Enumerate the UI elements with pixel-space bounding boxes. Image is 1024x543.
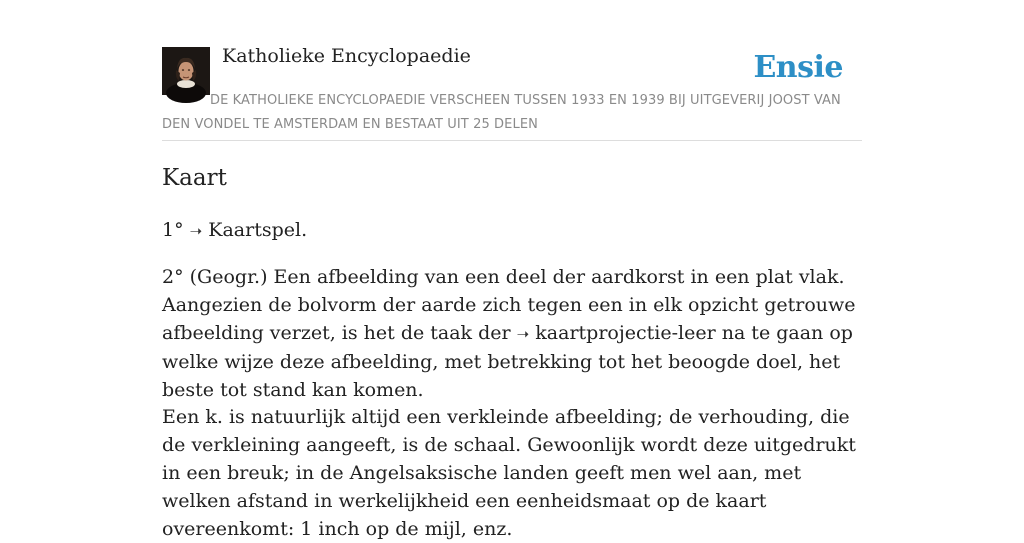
brand-logo[interactable]: Ensie bbox=[753, 50, 843, 85]
site-description: DE KATHOLIEKE ENCYCLOPAEDIE VERSCHEEN TUSSEN 1933 EN 1939 BIJ UITGEVERIJ JOOST VAN DEN VONDEL TE AMSTERDAM EN BESTAAT UIT 25 DELEN bbox=[162, 93, 841, 132]
portrait-icon bbox=[162, 47, 210, 95]
paragraph-2-text-2: na te gaan op welke wijze deze afbeelding, met betrekking tot het beoogde doel, het beste tot stand kan komen. bbox=[162, 322, 853, 401]
article-paragraph-2 bbox=[162, 263, 862, 404]
page-container bbox=[162, 0, 862, 540]
arrow-right-icon: ➝ bbox=[189, 222, 203, 240]
site-title[interactable]: Katholieke Encyclopaedie bbox=[222, 45, 471, 67]
site-header bbox=[162, 0, 862, 141]
arrow-right-icon: ➝ bbox=[516, 325, 530, 343]
site-avatar[interactable] bbox=[162, 47, 210, 95]
article-paragraph-3: Een k. is natuurlijk altijd een verkleinde afbeelding; de verhouding, die de verkleining aangeeft, is de schaal. Gewoonlijk wordt deze uitgedrukt in een breuk; in de Angelsaksische landen geeft men wel aan, met welken afstand in werkelijkheid een eenheidsmaat op de kaart overeenkomt: 1 inch op de mijl, enz. bbox=[162, 406, 856, 540]
paragraph-1-prefix: 1° bbox=[162, 219, 184, 241]
link-kaartprojectie-leer[interactable]: kaartprojectie-leer bbox=[535, 322, 716, 344]
article-paragraph-1 bbox=[162, 216, 307, 245]
article-title: Kaart bbox=[162, 165, 227, 191]
paragraph-2-text-1: 2° (Geogr.) Een afbeelding van een deel der aardkorst in een plat vlak. Aangezien de bolvorm der aarde zich tegen een in elk opzicht getrouwe afbeelding verzet, is het de taak der bbox=[162, 266, 856, 344]
link-kaartspel[interactable]: Kaartspel. bbox=[208, 219, 308, 241]
article bbox=[162, 158, 862, 540]
